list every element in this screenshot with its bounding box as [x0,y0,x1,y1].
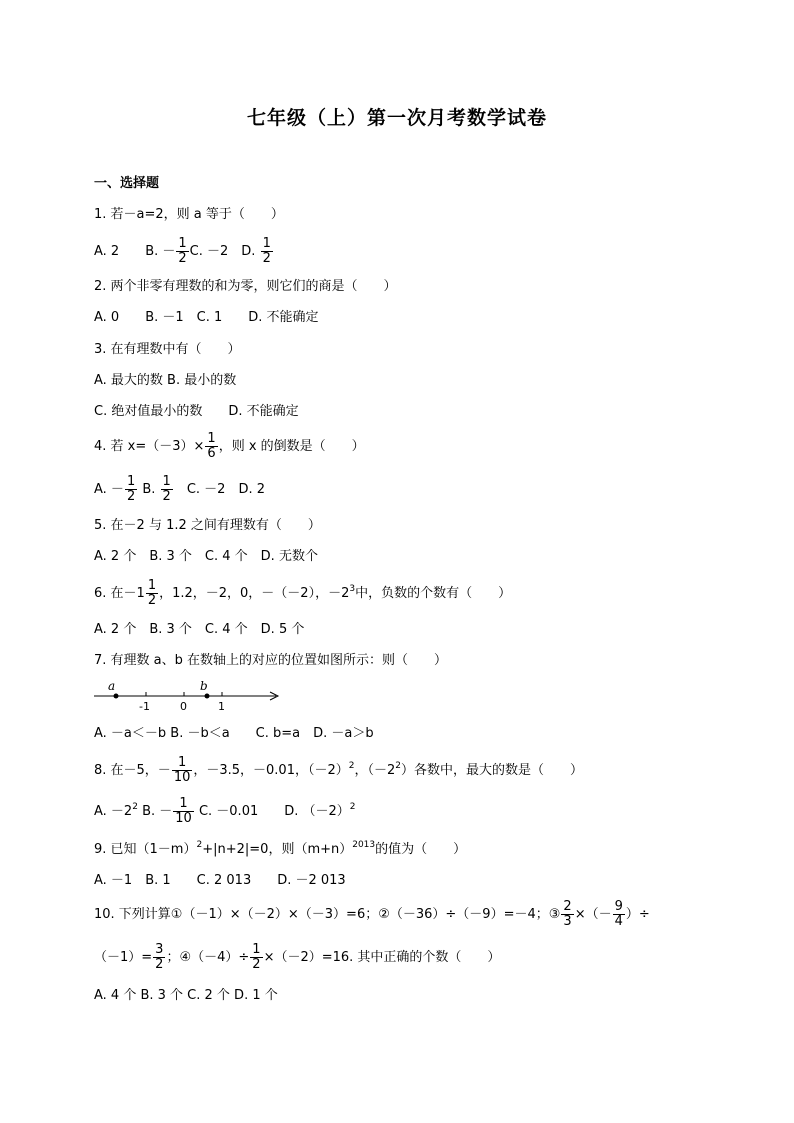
question-9-options: A. －1 B. 1 C. 2 013 D. －2 013 [94,873,346,888]
fraction: $\frac{1}{2}$ [162,474,171,504]
question-2-options: A. 0 B. －1 C. 1 D. 不能确定 [94,310,319,325]
fraction: $\frac{1}{2}$ [252,942,261,972]
question-10-options: A. 4 个 B. 3 个 C. 2 个 D. 1 个 [94,988,278,1003]
question-8-options: A. $-2^2$ B. － $\frac{1}{10}$ C. －0.01 D. $(-2)^2$ [94,796,356,826]
fraction: $\frac{1}{10}$ [173,755,191,785]
question-3-options-1: A. 最大的数 B. 最小的数 [94,373,237,388]
question-2-stem: 2. 两个非零有理数的和为零，则它们的商是（ ） [94,279,397,294]
question-1-stem: 1. 若－a=2，则 a 等于（ ） [94,207,284,222]
question-10-line-2: （－1）= $\frac{3}{2}$ ；④（－4）÷ $\frac{1}{2}$ ×（－2）=16. 其中正确的个数（ ） [94,942,501,972]
fraction: $\frac{1}{6}$ [207,431,216,461]
fraction: $\frac{1}{2}$ [178,236,187,266]
fraction: $\frac{1}{10}$ [175,796,192,826]
question-5-options: A. 2 个 B. 3 个 C. 4 个 D. 无数个 [94,549,318,564]
question-1-options [94,236,274,268]
question-3-stem: 3. 在有理数中有（ ） [94,342,241,357]
question-9-stem: 9. 已知$(1-m)^2+|n+2|=0$，则$(m+n)^{2013}$的值为（ ） [94,840,467,857]
point-a [114,694,119,699]
fraction: $\frac{3}{2}$ [155,942,164,972]
question-5-stem: 5. 在－2 与 1.2 之间有理数有（ ） [94,518,321,533]
question-8-stem: 8. 在－5，－ $\frac{1}{10}$ ，－3.5，－0.01，$(-2)^2$，$(-2^2)$各数中，最大的数是（ ） [94,755,584,785]
option-text: C. －2 D. [189,244,260,259]
fraction: $\frac{1}{2}$ [147,578,157,608]
page-title: 七年级（上）第一次月考数学试卷 [246,107,547,129]
question-4-stem: 4. 若 x=（－3）× $\frac{1}{6}$ ，则 x 的倒数是（ ） [94,431,365,461]
tick-label-0: 0 [180,700,187,713]
number-line-figure [94,678,284,714]
point-b [205,694,210,699]
fraction: $\frac{2}{3}$ [563,899,572,929]
fraction: $\frac{1}{2}$ [126,474,136,504]
question-7-options: A. －a＜－b B. －b＜a C. b=a D. －a＞b [94,726,374,741]
label-a: a [108,679,116,693]
section-heading: 一、选择题 [94,176,160,191]
question-10-line-1: 10. 下列计算①（－1）×（－2）×（－3）=6；②（－36）÷（－9）=－4；③ $\frac{2}{3}$ ×（－ $\frac{9}{4}$ ）÷ [94,899,650,929]
option-text: A. 2 B. － [94,244,176,259]
label-b: b [200,679,208,693]
question-4-options: A. － $\frac{1}{2}$ B. $\frac{1}{2}$ C. －2 D. 2 [94,474,265,504]
question-6-stem: 6. 在－1 $\frac{1}{2}$ ，1.2，－2，0，－（－2），$-2^3$中，负数的个数有（ ） [94,578,512,608]
fraction: $\frac{9}{4}$ [614,899,623,929]
fraction: $\frac{1}{2}$ [262,236,271,266]
question-3-options-2: C. 绝对值最小的数 D. 不能确定 [94,404,299,419]
question-7-stem: 7. 有理数 a、b 在数轴上的对应的位置如图所示：则（ ） [94,653,448,668]
tick-label-1: 1 [218,700,225,713]
tick-label-minus-1: -1 [139,700,150,713]
question-6-options: A. 2 个 B. 3 个 C. 4 个 D. 5 个 [94,622,305,637]
